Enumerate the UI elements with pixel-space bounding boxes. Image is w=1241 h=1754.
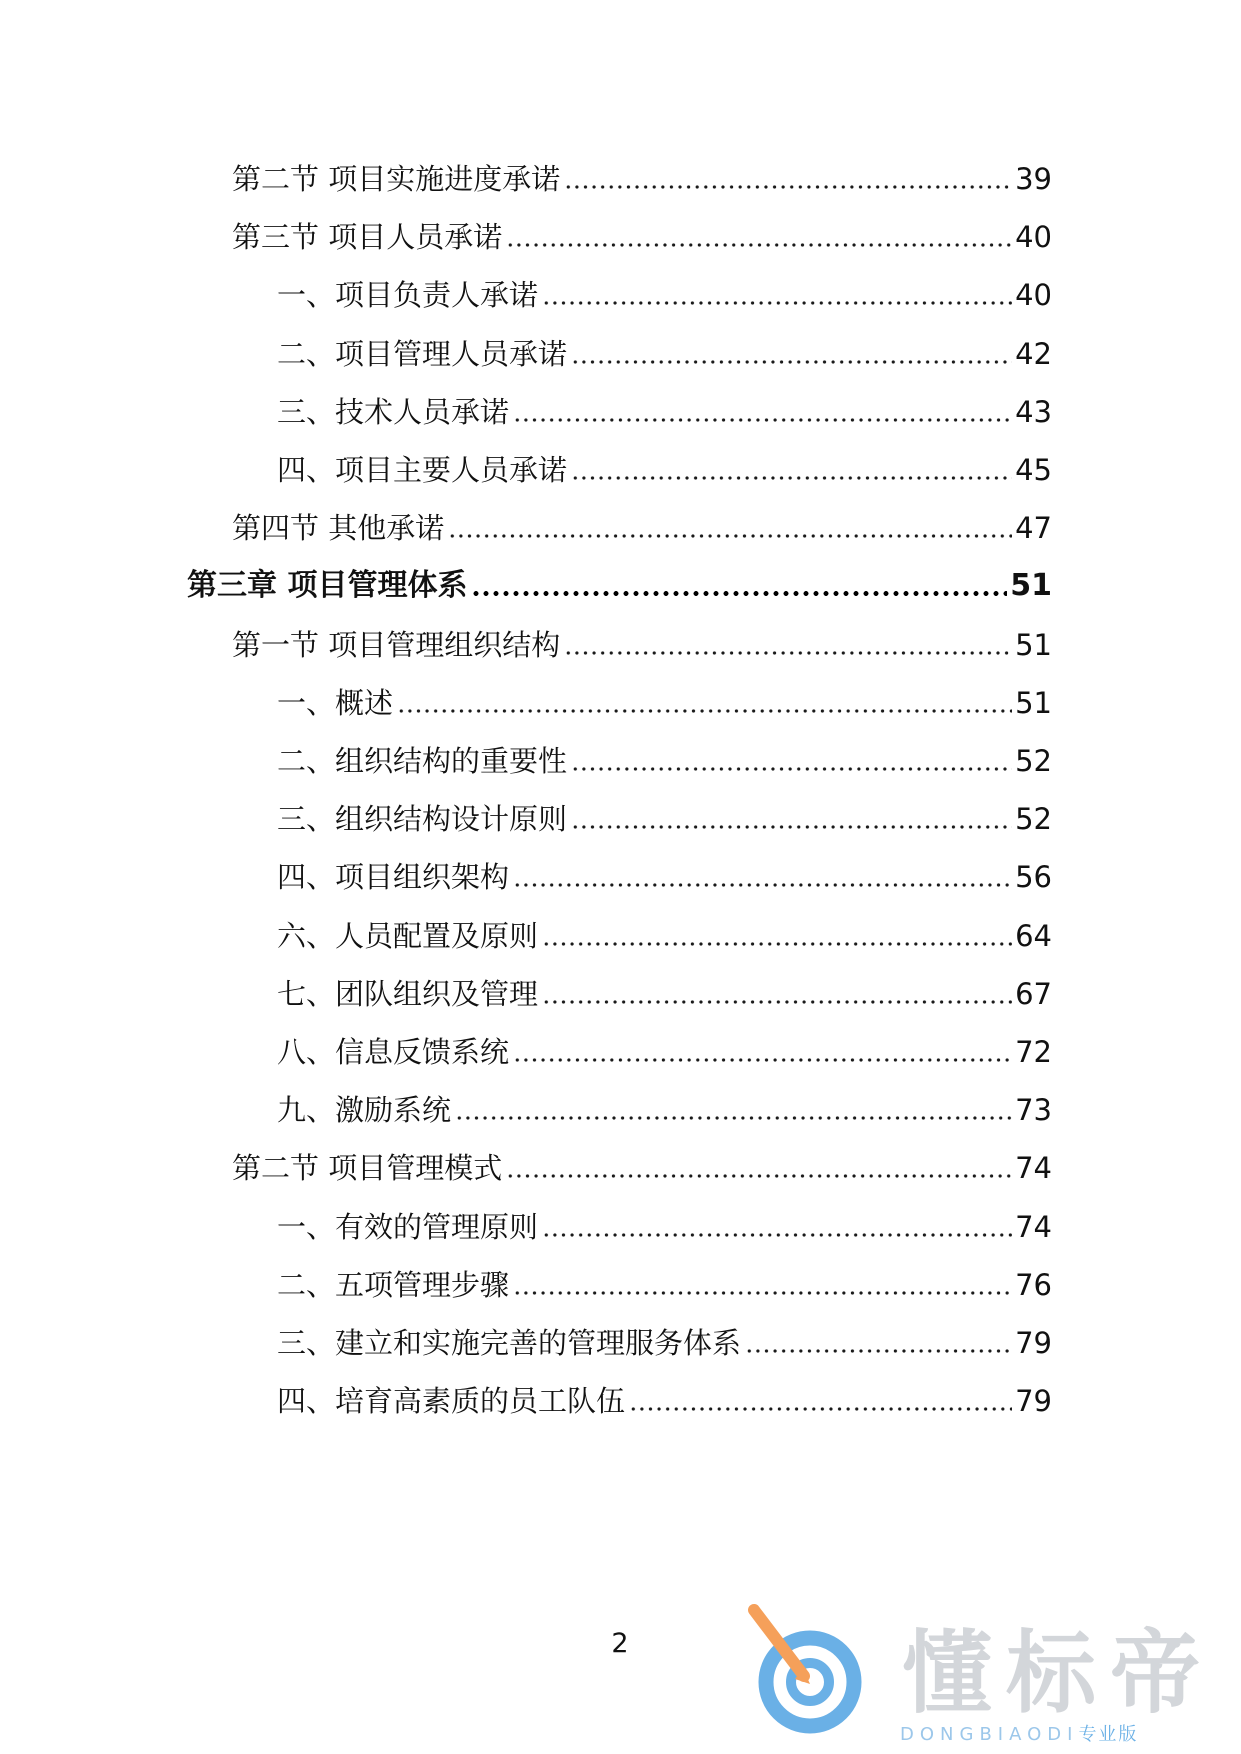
toc-entry-page: 72 [1015, 1035, 1052, 1069]
toc-entry[interactable] [277, 327, 1052, 373]
toc-entry-page: 40 [1015, 220, 1052, 255]
toc-entry[interactable] [277, 1258, 1052, 1304]
toc-entry-page: 43 [1015, 394, 1052, 429]
toc-entry[interactable] [277, 967, 1052, 1013]
toc-dot-leader [448, 533, 1012, 539]
toc-entry-page: 40 [1015, 278, 1052, 313]
toc-entry[interactable] [187, 559, 1052, 605]
toc-dot-leader [542, 300, 1012, 306]
toc-entry[interactable] [277, 850, 1052, 896]
toc-entry-title: 三、技术人员承诺 [277, 394, 510, 429]
toc-entry[interactable] [277, 385, 1052, 431]
toc-entry-title: 二、项目管理人员承诺 [277, 336, 568, 371]
toc-entry-title: 六、人员配置及原则 [277, 918, 539, 953]
page-number: 2 [611, 1628, 629, 1659]
toc-entry-title: 九、激励系统 [277, 1093, 452, 1128]
toc-entry-page: 42 [1015, 336, 1052, 371]
toc-entry[interactable] [277, 676, 1052, 722]
toc-entry-page: 67 [1015, 976, 1052, 1011]
watermark-logo [740, 1594, 1220, 1754]
toc-entry-page: 39 [1015, 162, 1052, 196]
toc-entry-title: 四、项目主要人员承诺 [277, 453, 568, 487]
toc-entry-page: 73 [1015, 1093, 1052, 1128]
toc-entry-title: 二、组织结构的重要性 [277, 744, 568, 778]
toc-entry-title: 一、项目负责人承诺 [277, 278, 539, 313]
toc-entry[interactable] [277, 1374, 1052, 1420]
toc-dot-leader [455, 1115, 1012, 1121]
toc-dot-leader [513, 1057, 1012, 1063]
toc-entry-page: 79 [1015, 1384, 1052, 1419]
toc-entry[interactable] [277, 1316, 1052, 1362]
toc-entry[interactable] [232, 210, 1052, 256]
toc-dot-leader [564, 184, 1012, 190]
toc-entry[interactable] [232, 1141, 1052, 1187]
toc-dot-leader [506, 1173, 1012, 1179]
toc-entry-page: 79 [1015, 1326, 1052, 1360]
toc-entry-title: 一、概述 [277, 685, 394, 720]
toc-entry[interactable] [277, 1083, 1052, 1129]
toc-entry-page: 51 [1010, 568, 1052, 604]
toc-entry[interactable] [277, 909, 1052, 955]
toc-entry-page: 51 [1015, 685, 1052, 720]
toc-entry-title: 三、建立和实施完善的管理服务体系 [277, 1326, 742, 1360]
toc-dot-leader [571, 824, 1012, 830]
toc-dot-leader [397, 708, 1012, 714]
toc-entry-title: 第一节 项目管理组织结构 [232, 627, 561, 662]
toc-entry[interactable] [277, 443, 1052, 489]
toc-entry-title: 二、五项管理步骤 [277, 1267, 510, 1302]
toc-entry-page: 76 [1015, 1267, 1052, 1302]
toc-dot-leader [513, 882, 1012, 888]
toc-dot-leader [471, 590, 1007, 597]
toc-dot-leader [506, 242, 1012, 248]
toc-entry[interactable] [277, 792, 1052, 838]
toc-dot-leader [513, 417, 1012, 423]
toc-entry-title: 第二节 项目管理模式 [232, 1151, 503, 1186]
toc-entry-title: 四、项目组织架构 [277, 860, 510, 895]
toc-entry-title: 第三章 项目管理体系 [187, 568, 468, 604]
toc-entry[interactable] [277, 1200, 1052, 1246]
toc-entry[interactable] [232, 501, 1052, 547]
toc-entry-page: 45 [1015, 453, 1052, 487]
toc-entry-page: 74 [1015, 1151, 1052, 1186]
toc-entry[interactable] [277, 734, 1052, 780]
toc-entry-title: 第四节 其他承诺 [232, 511, 445, 546]
toc-entry[interactable] [277, 1025, 1052, 1071]
toc-dot-leader [564, 650, 1012, 656]
toc-entry[interactable] [277, 268, 1052, 314]
toc-entry-page: 74 [1015, 1209, 1052, 1244]
toc-entry[interactable] [232, 152, 1052, 198]
toc-entry[interactable] [232, 618, 1052, 664]
toc-entry-page: 64 [1015, 918, 1052, 953]
toc-entry-title: 四、培育高素质的员工队伍 [277, 1384, 626, 1419]
toc-entry-title: 一、有效的管理原则 [277, 1209, 539, 1244]
toc-entry-page: 56 [1015, 860, 1052, 895]
toc-entry-title: 第二节 项目实施进度承诺 [232, 162, 561, 196]
toc-entry-title: 三、组织结构设计原则 [277, 802, 568, 837]
toc-dot-leader [542, 941, 1012, 947]
target-arrow-icon [740, 1594, 890, 1754]
toc-entry-page: 51 [1015, 627, 1052, 662]
toc-dot-leader [571, 359, 1012, 365]
toc-entry-title: 八、信息反馈系统 [277, 1035, 510, 1069]
toc-dot-leader [629, 1406, 1012, 1412]
toc-entry-page: 52 [1015, 802, 1052, 837]
toc-dot-leader [513, 1290, 1012, 1296]
watermark-brand: 懂标帝 [902, 1621, 1214, 1726]
watermark-pinyin [900, 1720, 1138, 1746]
toc-dot-leader [542, 1232, 1012, 1238]
toc-dot-leader [542, 999, 1012, 1005]
toc-entry-title: 第三节 项目人员承诺 [232, 220, 503, 255]
toc-entry-title: 七、团队组织及管理 [277, 976, 539, 1011]
toc-entry-page: 52 [1015, 744, 1052, 778]
watermark-pinyin-text: DONGBIAODI [900, 1724, 1079, 1745]
toc-dot-leader [571, 475, 1012, 481]
toc-dot-leader [571, 766, 1012, 772]
toc-entry-page: 47 [1015, 511, 1052, 546]
toc-dot-leader [745, 1348, 1012, 1354]
watermark-tag: 专业版 [1078, 1724, 1139, 1745]
